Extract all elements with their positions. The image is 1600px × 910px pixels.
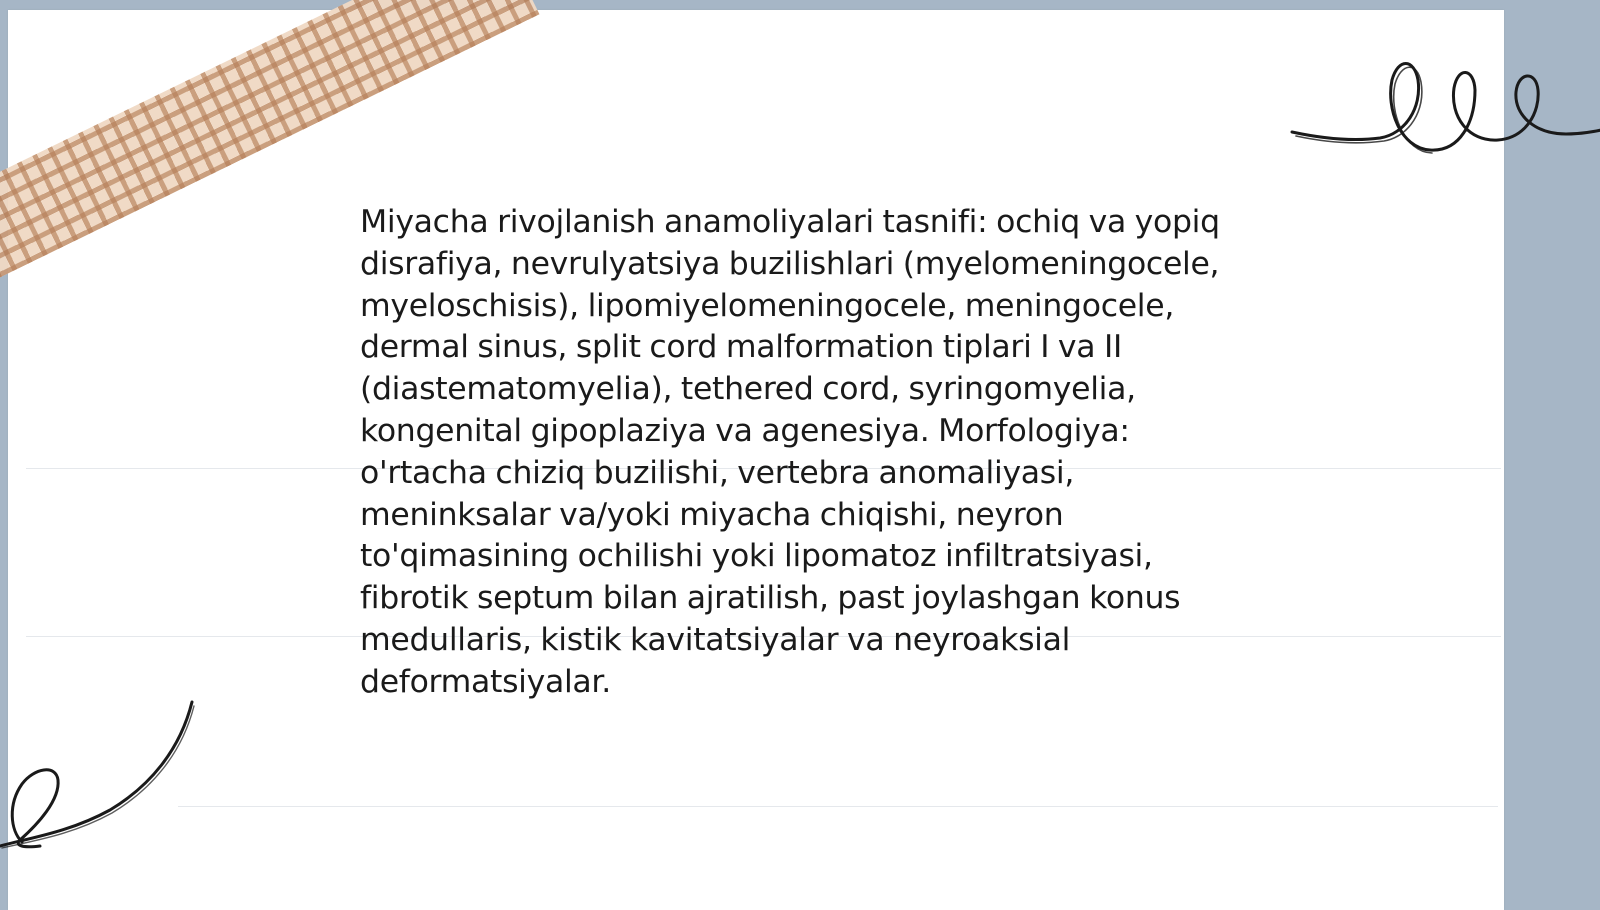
- loop-squiggle-icon: [1290, 30, 1600, 170]
- loop-swoosh-icon: [0, 700, 200, 850]
- slide-body-text: Miyacha rivojlanish anamoliyalari tasnifi: ochiq va yopiq disrafiya, nevrulyatsiya buzilishlari (myelomeningocele, myeloschisis), lipomiyelomeningocele, meningocele, dermal sinus, split cord malformation tiplari I va II (diastematomyelia), tethered cord, syringomyelia, kongenital gipoplaziya va agenesiya. Morfologiya: o'rtacha chiziq buzilishi, vertebra anomaliyasi, meninksalar va/yoki miyacha chiqishi, neyron to'qimasining ochilishi yoki lipomatoz infiltratsiyasi, fibrotik septum bilan ajratilish, past joylashgan konus medullaris, kistik kavitatsiyalar va neyroaksial deformatsiyalar.: [360, 204, 1220, 700]
- paper-rule-line: [178, 806, 1498, 807]
